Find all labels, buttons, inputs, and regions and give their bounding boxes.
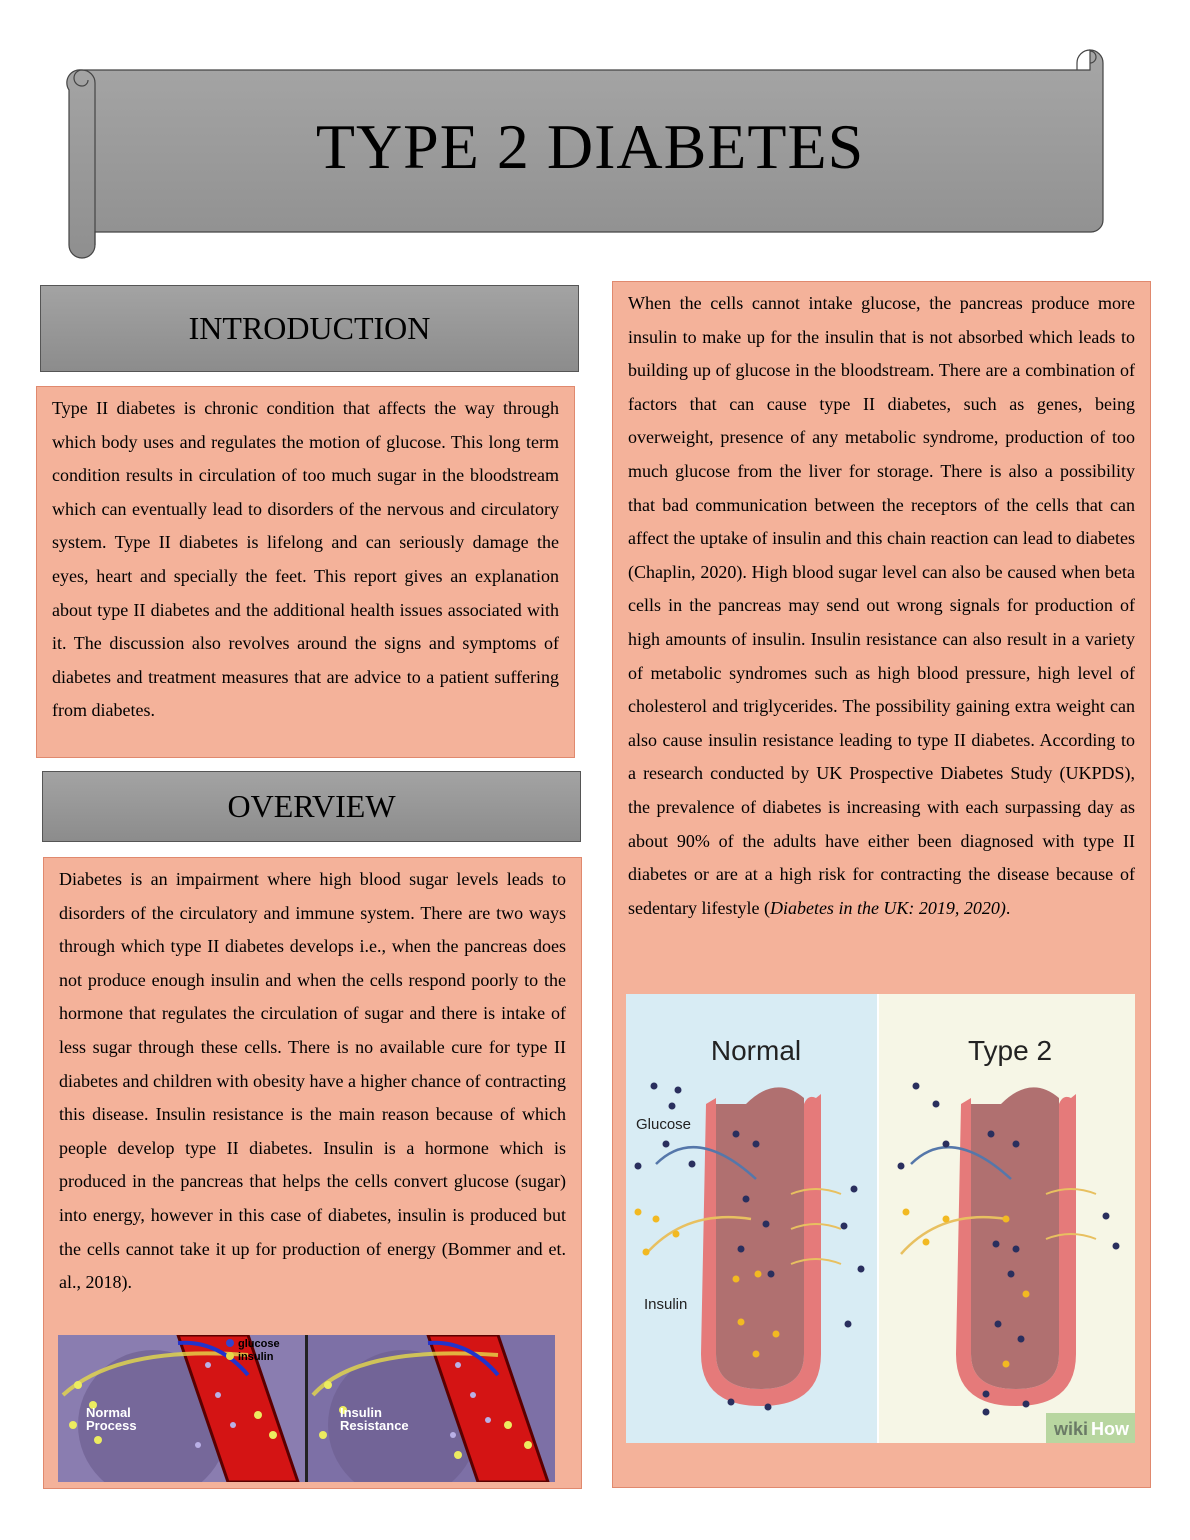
figure-label-insulin: Insulin <box>644 1296 688 1313</box>
right-column-text-end: . <box>1005 897 1011 918</box>
introduction-paragraph: Type II diabetes is chronic condition that affects the way through which body uses and regulates the motion of glucose. This long term condition results in circulation of too much sugar in the bloodstream which can eventually lead to disorders of the nervous and circulatory system. Type II diabetes is lifelong and can seriously damage the eyes, heart and specially the feet. This report gives an explanation about type II diabetes and the additional health issues associated with it. The discussion also revolves around the signs and symptoms of diabetes and treatment measures that are advice to a patient suffering from diabetes. <box>52 398 559 721</box>
introduction-text-box <box>36 386 575 758</box>
overview-paragraph: Diabetes is an impairment where high blood sugar levels leads to disorders of the circulatory and immune system. There are two ways through which type II diabetes develops i.e., when the pancreas does not produce enough insulin and when the cells respond poorly to the hormone that regulates the circulation of sugar and there is intake of less sugar through these cells. There is no available cure for type II diabetes and children with obesity have a higher chance of contracting this disease. Insulin resistance is the main reason because of which people develop type II diabetes. Insulin is a hormone which is produced in the pancreas that helps the cells convert glucose (sugar) into energy, however in this case of diabetes, insulin is produced but the cells cannot take it up for production of energy (Bommer and et. al., 2018). <box>59 869 566 1293</box>
figure-label-normal-process: Normal Process <box>86 1405 137 1433</box>
figure-label-glucose: Glucose <box>636 1116 692 1133</box>
page-title: TYPE 2 DIABETES <box>315 111 865 182</box>
insulin-resistance-figure <box>58 1335 555 1482</box>
overview-heading: OVERVIEW <box>227 788 396 824</box>
overview-heading-box <box>42 771 581 842</box>
right-column-text: When the cells cannot intake glucose, the pancreas produce more insulin to make up for the insulin that is not absorbed which leads to building up of glucose in the bloodstream. There are a combination of factors that can cause type II diabetes, such as genes, being overweight, presence of any metabolic syndrome, production of too much glucose from the liver for storage. There is also a possibility that bad communication between the receptors of the cells that can affect the uptake of insulin and this chain reaction can lead to diabetes (Chaplin, 2020). High blood sugar level can also be caused when beta cells in the pancreas may send out wrong signals for production of high amounts of insulin. Insulin resistance can also result in a variety of metabolic syndromes such as high blood pressure, high level of cholesterol and triglycerides. The possibility gaining extra weight can also cause insulin resistance leading to type II diabetes. According to a research conducted by UK Prospective Diabetes Study (UKPDS), the prevalence of diabetes is increasing with each surpassing day as about 90% of the adults have either been diagnosed with type II diabetes or are at a high risk for contracting the disease because of sedentary lifestyle ( <box>628 293 1135 918</box>
figure-title-type2: Type 2 <box>967 1035 1053 1066</box>
right-column-paragraph <box>628 287 1135 925</box>
watermark-how: How <box>1091 1419 1129 1439</box>
figure-label-insulin-resistance: Insulin Resistance <box>340 1405 409 1433</box>
figure-legend-glucose: glucose <box>238 1338 280 1350</box>
right-column-citation: Diabetes in the UK: 2019, 2020) <box>769 897 1006 918</box>
introduction-heading-box <box>40 285 579 372</box>
introduction-heading: INTRODUCTION <box>188 310 431 346</box>
figure-title-normal: Normal <box>710 1035 802 1066</box>
watermark-wiki: wiki <box>1054 1419 1089 1439</box>
figure-legend-insulin: insulin <box>238 1351 274 1363</box>
normal-vs-type2-figure <box>626 994 1135 1443</box>
